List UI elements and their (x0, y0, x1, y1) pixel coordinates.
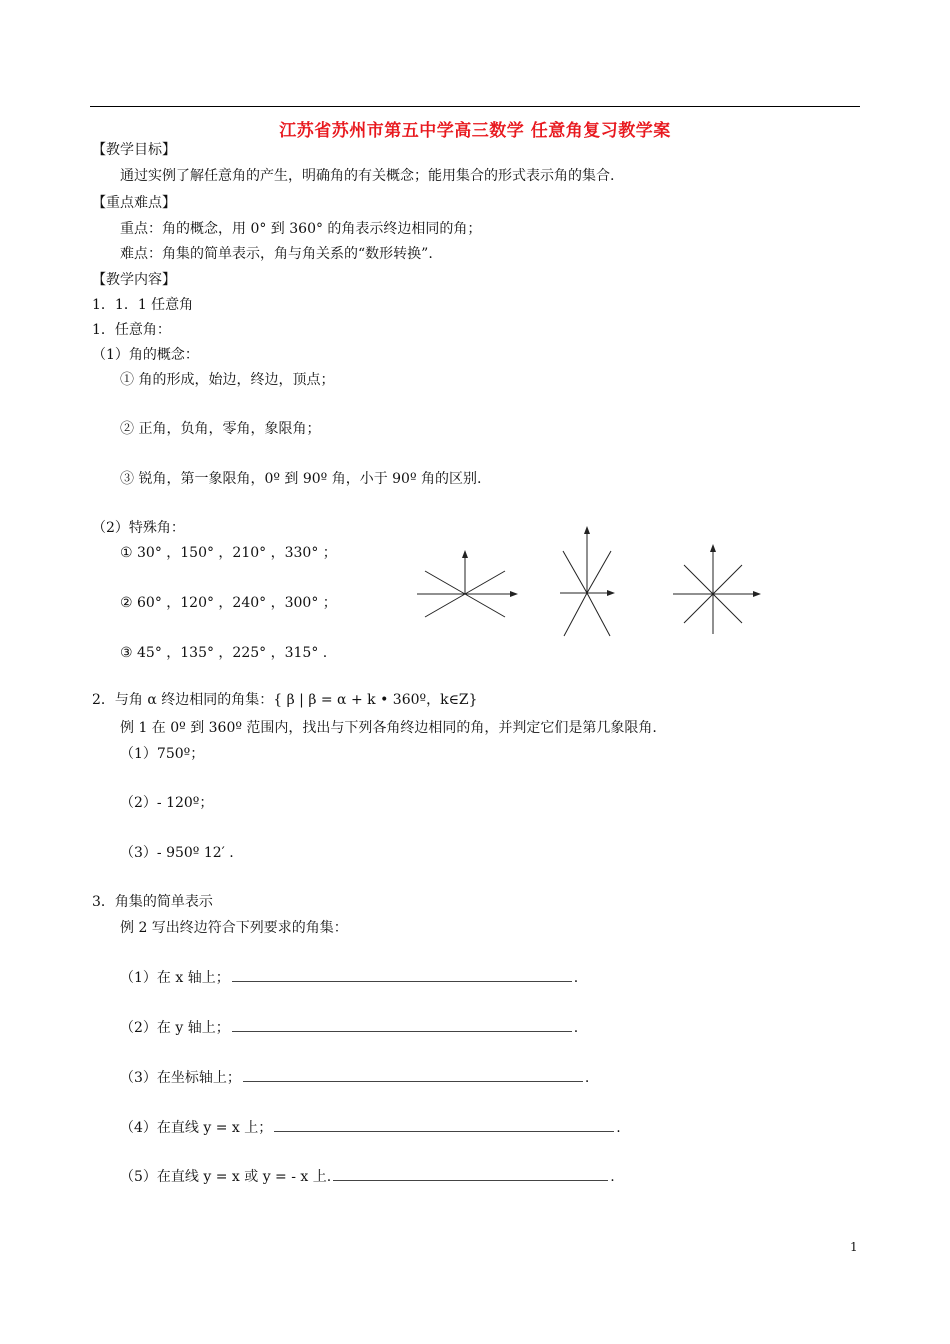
ray-315 (713, 594, 742, 623)
special-angles-title: （2）特殊角： (92, 520, 185, 536)
angle-figure-60 (558, 524, 618, 649)
ray-240 (564, 593, 587, 636)
page-number: 1 (850, 1240, 858, 1254)
exercise-5-label: （5）在直线 y = x 或 y = - x 上. (120, 1169, 332, 1185)
special-angles-3: ③ 45° ，135° ，225° ，315° . (120, 645, 328, 661)
ray-225 (684, 594, 713, 623)
page-title: 江苏省苏州市第五中学高三数学 任意角复习教学案 (279, 121, 671, 141)
objectives-text: 通过实例了解任意角的产生，明确角的有关概念；能用集合的形式表示角的集合. (120, 168, 615, 184)
example-1-part-2: （2）- 120º； (120, 795, 214, 811)
content-heading: 【教学内容】 (92, 272, 176, 288)
subsection-title: 1．1．1 任意角 (92, 297, 194, 313)
example-1: 例 1 在 0º 到 360º 范围内，找出与下列各角终边相同的角，并判定它们是第几象限角. (120, 720, 657, 736)
angle-figure-45 (670, 542, 765, 637)
x-arrow (753, 591, 761, 597)
period: . (610, 1169, 615, 1185)
example-1-part-1: （1）750º； (120, 746, 205, 762)
concept-3: ③ 锐角，第一象限角，0º 到 90º 角，小于 90º 角的区别. (120, 471, 482, 487)
concept-1: ① 角的形成，始边，终边，顶点； (120, 372, 335, 388)
example-2: 例 2 写出终边符合下列要求的角集： (120, 920, 348, 936)
y-arrow (462, 550, 468, 558)
ray-120 (563, 551, 587, 593)
example-1-part-3: （3）- 950º 12′ . (120, 845, 234, 861)
item-3-title: 3．角集的简单表示 (92, 894, 213, 910)
ray-60 (587, 551, 611, 593)
item-2-title: 2．与角 α 终边相同的角集：{ β | β = α + k • 360º，k∈Z} (92, 692, 478, 708)
exercise-2-label: （2）在 y 轴上； (120, 1020, 230, 1036)
difficult-point: 难点：角集的简单表示，角与角关系的“数形转换”. (120, 246, 433, 262)
ray-45 (713, 565, 742, 594)
answer-blank-5[interactable] (333, 1166, 608, 1181)
ray-300 (587, 593, 610, 636)
objectives-heading: 【教学目标】 (92, 142, 176, 158)
answer-blank-3[interactable] (243, 1067, 583, 1082)
x-arrow (607, 590, 615, 596)
special-angles-2: ② 60° ，120° ，240° ，300° ； (120, 595, 337, 611)
concept-2: ② 正角，负角，零角，象限角； (120, 421, 321, 437)
period: . (573, 1020, 579, 1036)
top-rule (90, 106, 860, 107)
exercise-3-label: （3）在坐标轴上； (120, 1070, 241, 1086)
answer-blank-4[interactable] (274, 1117, 614, 1132)
exercise-4-label: （4）在直线 y = x 上； (120, 1120, 273, 1136)
item-1-title: 1．任意角： (92, 322, 171, 338)
special-angles-1: ① 30° ，150° ，210° ，330° ； (120, 545, 337, 561)
y-arrow (584, 526, 590, 534)
keypoints-heading: 【重点难点】 (92, 195, 176, 211)
x-arrow (510, 591, 518, 597)
period: . (584, 1070, 590, 1086)
answer-blank-2[interactable] (232, 1017, 572, 1032)
angle-figure-30 (415, 548, 520, 643)
ray-210 (425, 594, 465, 617)
exercise-1 (120, 967, 578, 988)
ray-135 (684, 565, 713, 594)
exercise-5 (120, 1166, 615, 1187)
exercise-3 (120, 1067, 589, 1088)
y-arrow (710, 544, 716, 552)
answer-blank-1[interactable] (232, 967, 572, 982)
ray-330 (465, 594, 505, 617)
ray-30 (465, 571, 505, 594)
exercise-4 (120, 1117, 621, 1138)
concept-title: （1）角的概念： (92, 347, 199, 363)
key-point: 重点：角的概念，用 0° 到 360° 的角表示终边相同的角； (120, 221, 482, 237)
exercise-1-label: （1）在 x 轴上； (120, 970, 230, 986)
period: . (573, 970, 579, 986)
period: . (616, 1120, 621, 1136)
ray-150 (425, 571, 465, 594)
exercise-2 (120, 1017, 578, 1038)
